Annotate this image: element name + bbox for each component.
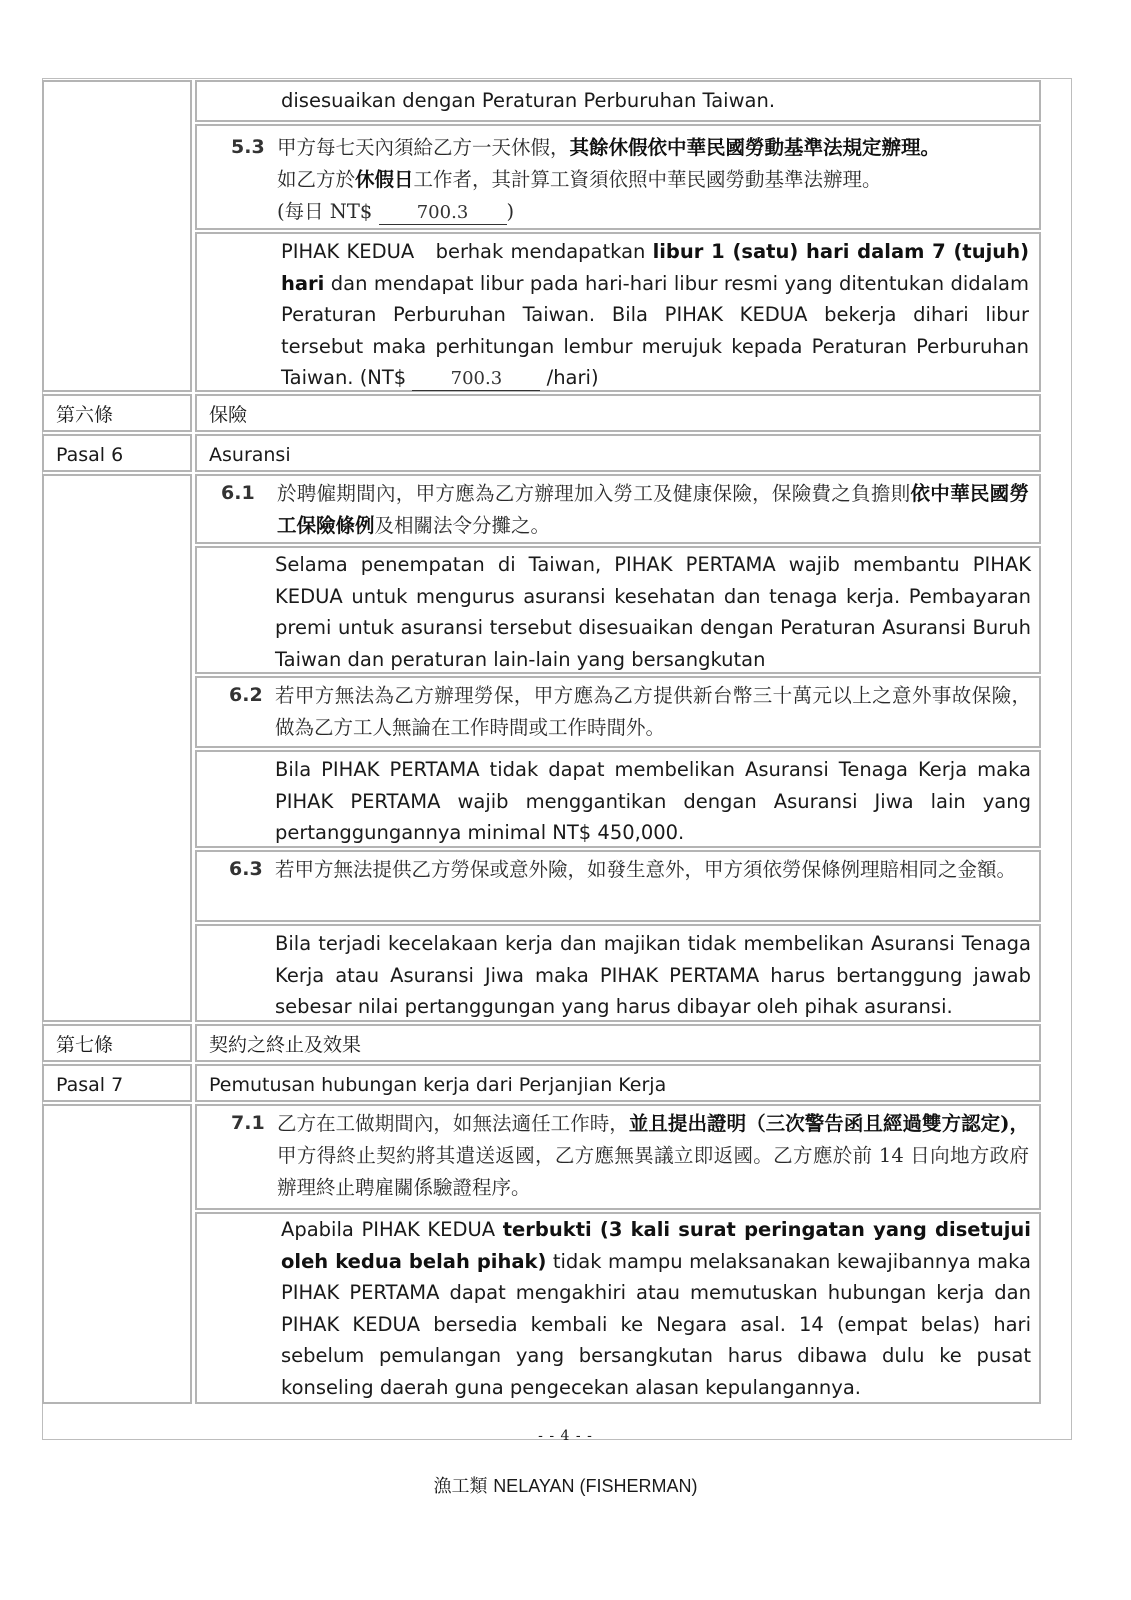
clause-5-3-id — [195, 232, 1041, 392]
clause-6-2-id — [195, 750, 1041, 848]
clause-5-3-cn-text — [277, 132, 1029, 228]
clause-7-1-cn-text — [277, 1108, 1029, 1204]
clause-number: 6.2 — [229, 684, 263, 706]
article-6-id-label: Pasal 6 — [42, 434, 192, 472]
continuation-cell — [195, 80, 1041, 122]
text-run: /hari) — [546, 366, 599, 389]
text-run: ) — [506, 200, 515, 223]
clause-6-2-cn-text: 若甲方無法為乙方辦理勞保，甲方應為乙方提供新台幣三十萬元以上之意外事故保險，做為乙方工人無論在工作時間或工作時間外。 — [275, 684, 1031, 739]
left-cell-top — [42, 80, 192, 392]
bold-text: libur 1 (satu) hari dalam 7 (tujuh) hari — [281, 240, 1029, 295]
text-run: 於聘僱期間內，甲方應為乙方辦理加入勞工及健康保險，保險費之負擔則 — [277, 482, 911, 505]
continuation-text: disesuaikan dengan Peraturan Perburuhan Taiwan. — [281, 89, 776, 112]
clause-6-1-id-text: Selama penempatan di Taiwan, PIHAK PERTAMA wajib membantu PIHAK KEDUA untuk mengurus asuransi kesehatan dan tenaga kerja. Pembayaran premi untuk asuransi tersebut disesuaikan dengan Peraturan Asuransi Buruh Taiwan dan peraturan lain-lain yang bersangkutan — [275, 553, 1031, 671]
bold-text: 依中華民國勞工保險條例 — [277, 482, 1029, 537]
bold-text: 並且提出證明（三次警告函且經過雙方認定)， — [628, 1112, 1029, 1135]
article-7-cn-title: 契約之終止及效果 — [195, 1024, 1041, 1062]
category-id: NELAYAN (FISHERMAN) — [493, 1476, 698, 1496]
article-6-cn-title: 保險 — [195, 394, 1041, 432]
text-run: 及相關法令分攤之。 — [374, 514, 551, 537]
text-run: 甲方得終止契約將其遣送返國，乙方應無異議立即返國。乙方應於前 14 日向地方政府辦理終止聘雇關係驗證程序。 — [277, 1144, 1029, 1199]
clause-number: 5.3 — [231, 136, 265, 158]
clause-6-1-cn — [195, 474, 1041, 544]
left-cell-article-6 — [42, 474, 192, 1022]
document-category — [0, 1472, 1131, 1498]
category-cn: 漁工類 — [433, 1476, 488, 1497]
clause-number: 7.1 — [231, 1112, 265, 1134]
clause-6-3-id — [195, 924, 1041, 1022]
holiday-wage-field: 700.3 — [412, 368, 540, 391]
daily-wage-field: 700.3 — [379, 202, 507, 225]
left-cell-article-7 — [42, 1104, 192, 1404]
text-run: (每日 NT$ — [277, 200, 373, 223]
text-run: dan mendapat libur pada hari-hari libur resmi yang ditentukan didalam Peraturan Perburuhan Taiwan. Bila PIHAK KEDUA bekerja dihari libur tersebut maka perhitungan lembur merujuk kepada Peraturan Perburuhan Taiwan. (NT$ — [281, 271, 1029, 389]
text-run: 甲方每七天內須給乙方一天休假， — [277, 136, 570, 159]
clause-number: 6.1 — [221, 482, 255, 504]
clause-6-2-cn — [195, 676, 1041, 748]
text-run: 乙方在工做期間內，如無法適任工作時， — [277, 1112, 629, 1135]
clause-6-2-id-text: Bila PIHAK PERTAMA tidak dapat membelikan Asuransi Tenaga Kerja maka PIHAK PERTAMA wajib menggantikan dengan Asuransi Jiwa lain yang pertanggungannya minimal NT$ 450,000. — [275, 758, 1031, 844]
clause-7-1-id — [195, 1212, 1041, 1404]
text-run: PIHAK KEDUA berhak mendapatkan — [281, 240, 653, 263]
clause-number: 6.3 — [229, 858, 263, 880]
article-7-id-title: Pemutusan hubungan kerja dari Perjanjian Kerja — [195, 1064, 1041, 1102]
bold-text: 其餘休假依中華民國勞動基準法規定辦理。 — [569, 136, 941, 159]
page-number: - - 4 - - — [538, 1428, 593, 1444]
clause-6-1-id — [195, 546, 1041, 674]
article-6-id-title: Asuransi — [195, 434, 1041, 472]
text-run: Apabila PIHAK KEDUA — [281, 1218, 503, 1241]
text-run: tidak mampu melaksanakan kewajibannya maka PIHAK PERTAMA dapat mengakhiri atau memutuskan hubungan kerja dan PIHAK KEDUA bersedia kembali ke Negara asal. 14 (empat belas) hari sebelum pemulangan yang bersangkutan harus dibawa dulu ke pusat konseling daerah guna pengecekan alasan kepulangannya. — [281, 1249, 1031, 1399]
article-7-cn-label: 第七條 — [42, 1024, 192, 1062]
clause-5-3-id-text — [281, 236, 1029, 394]
clause-6-3-cn — [195, 850, 1041, 922]
clause-7-1-cn — [195, 1104, 1041, 1210]
text-run: 工作者，其計算工資須依照中華民國勞動基準法辦理。 — [413, 168, 882, 191]
clause-5-3-cn — [195, 124, 1041, 230]
clause-6-1-cn-text — [277, 478, 1029, 542]
clause-6-3-id-text: Bila terjadi kecelakaan kerja dan majikan tidak membelikan Asuransi Tenaga Kerja atau Asuransi Jiwa maka PIHAK PERTAMA harus bertanggung jawab sebesar nilai pertanggungan yang harus dibayar oleh pihak asuransi. — [275, 932, 1031, 1018]
clause-6-3-cn-text: 若甲方無法提供乙方勞保或意外險，如發生意外，甲方須依勞保條例理賠相同之金額。 — [275, 858, 1017, 881]
bold-text: 休假日 — [355, 168, 414, 191]
clause-7-1-id-text — [281, 1214, 1031, 1403]
bold-text: terbukti (3 kali surat peringatan yang disetujui oleh kedua belah pihak) — [281, 1218, 1031, 1273]
article-6-cn-label: 第六條 — [42, 394, 192, 432]
article-7-id-label: Pasal 7 — [42, 1064, 192, 1102]
text-run: 如乙方於 — [277, 168, 356, 191]
